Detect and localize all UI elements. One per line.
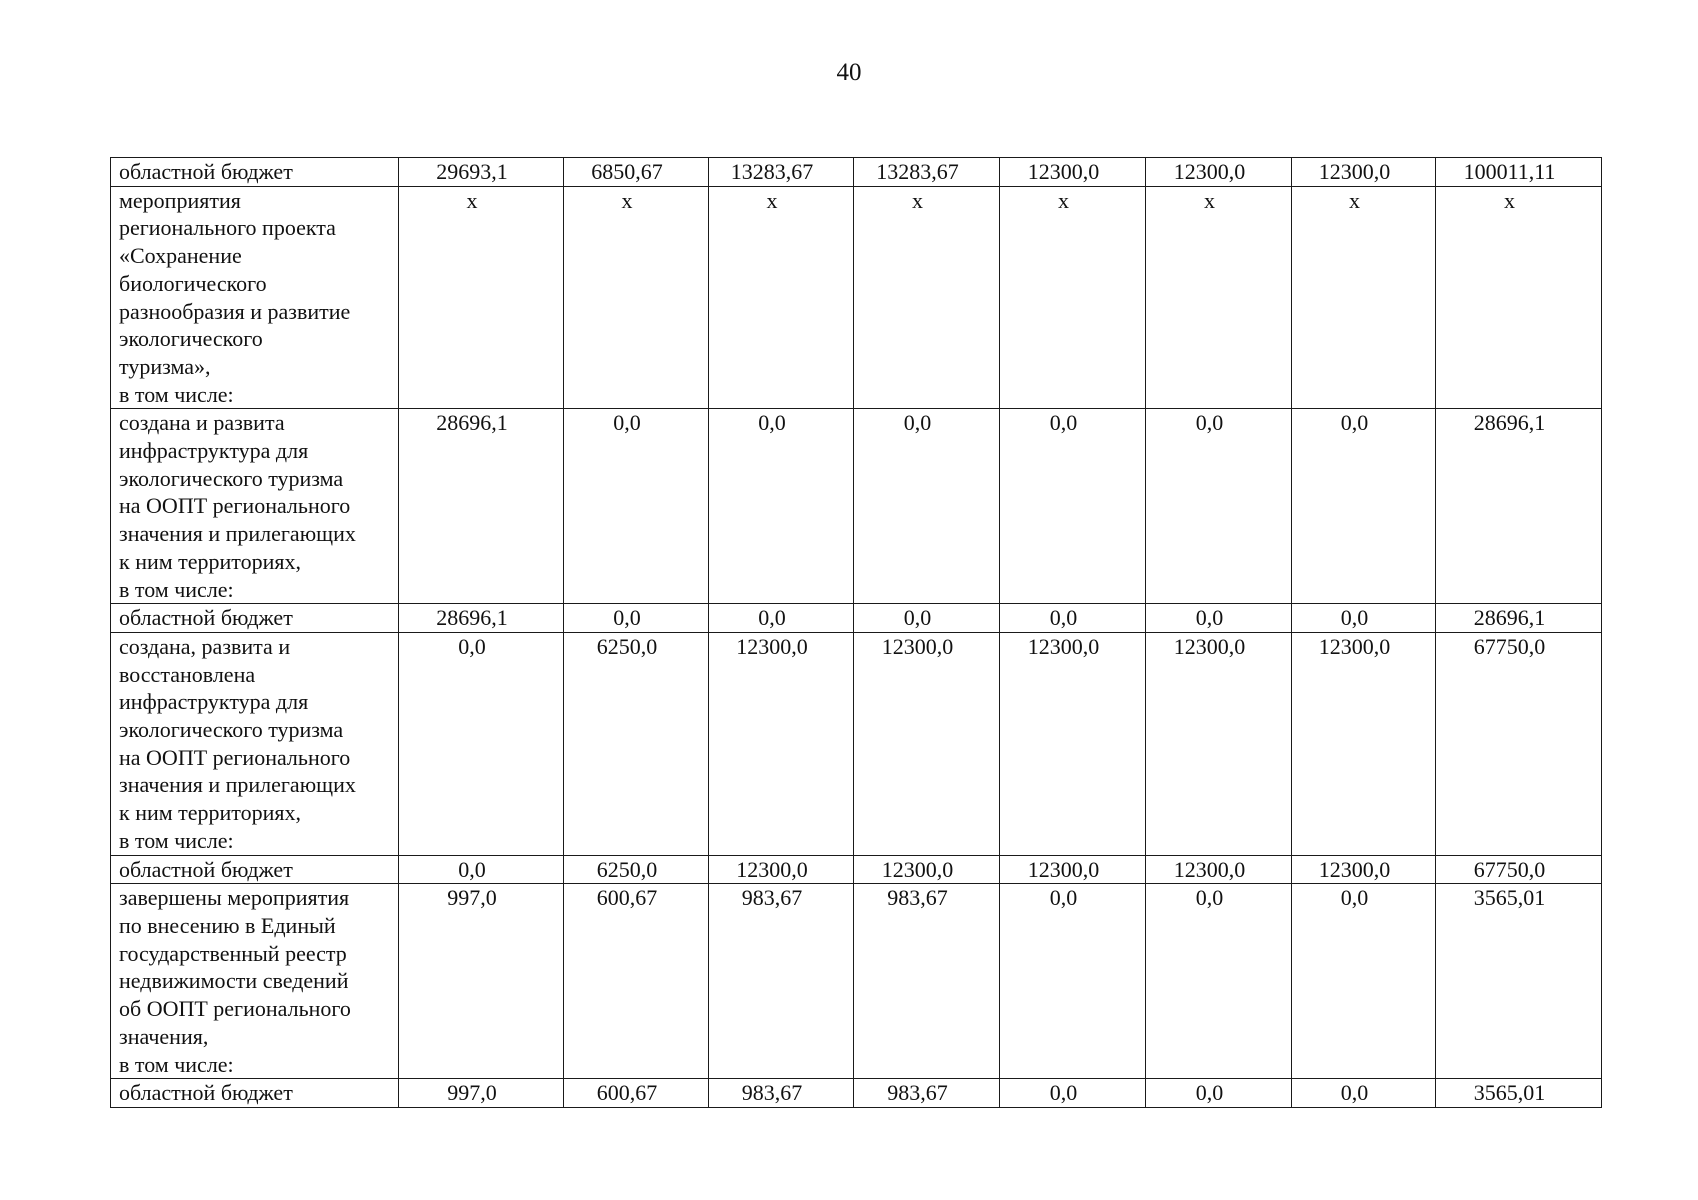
value-cell: 0,0 bbox=[1000, 604, 1146, 633]
value-cell: 0,0 bbox=[1292, 884, 1436, 1079]
value-cell: 983,67 bbox=[709, 1079, 854, 1108]
row-label: областной бюджет bbox=[111, 1079, 399, 1108]
value-cell: 29693,1 bbox=[399, 158, 564, 187]
value-cell: 997,0 bbox=[399, 884, 564, 1079]
value-cell: 0,0 bbox=[854, 604, 1000, 633]
value-cell: 12300,0 bbox=[1000, 855, 1146, 884]
value-cell: 983,67 bbox=[709, 884, 854, 1079]
value-cell: 0,0 bbox=[1000, 1079, 1146, 1108]
table-row bbox=[111, 1079, 1602, 1108]
table-row bbox=[111, 855, 1602, 884]
value-cell: x bbox=[564, 186, 709, 409]
value-cell: 13283,67 bbox=[854, 158, 1000, 187]
value-cell: 0,0 bbox=[399, 855, 564, 884]
value-cell: 12300,0 bbox=[1146, 632, 1292, 855]
value-cell: 12300,0 bbox=[1292, 855, 1436, 884]
value-cell: 12300,0 bbox=[1292, 632, 1436, 855]
value-cell: 0,0 bbox=[1292, 604, 1436, 633]
value-cell: 0,0 bbox=[1292, 1079, 1436, 1108]
value-cell: 600,67 bbox=[564, 884, 709, 1079]
total-cell: 3565,01 bbox=[1436, 884, 1602, 1079]
value-cell: 28696,1 bbox=[399, 604, 564, 633]
value-cell: 600,67 bbox=[564, 1079, 709, 1108]
value-cell: 0,0 bbox=[1146, 884, 1292, 1079]
value-cell: x bbox=[1292, 186, 1436, 409]
value-cell: x bbox=[709, 186, 854, 409]
total-cell: 3565,01 bbox=[1436, 1079, 1602, 1108]
value-cell: 0,0 bbox=[1146, 409, 1292, 604]
value-cell: x bbox=[399, 186, 564, 409]
value-cell: 0,0 bbox=[1292, 409, 1436, 604]
total-cell: 28696,1 bbox=[1436, 604, 1602, 633]
page-number: 40 bbox=[836, 59, 862, 86]
total-cell: x bbox=[1436, 186, 1602, 409]
value-cell: 0,0 bbox=[1146, 604, 1292, 633]
value-cell: 0,0 bbox=[709, 409, 854, 604]
table-row bbox=[111, 632, 1602, 855]
value-cell: 13283,67 bbox=[709, 158, 854, 187]
value-cell: x bbox=[1000, 186, 1146, 409]
row-label: областной бюджет bbox=[111, 158, 399, 187]
value-cell: 0,0 bbox=[399, 632, 564, 855]
table-row bbox=[111, 409, 1602, 604]
value-cell: 0,0 bbox=[1146, 1079, 1292, 1108]
total-cell: 67750,0 bbox=[1436, 855, 1602, 884]
value-cell: 12300,0 bbox=[1000, 632, 1146, 855]
row-label: создана, развита и восстановлена инфраструктура для экологического туризма на ООПТ регионального значения и прилегающих к ним территориях, в том числе: bbox=[111, 632, 399, 855]
table-row bbox=[111, 884, 1602, 1079]
total-cell: 28696,1 bbox=[1436, 409, 1602, 604]
total-cell: 67750,0 bbox=[1436, 632, 1602, 855]
row-label: завершены мероприятия по внесению в Единый государственный реестр недвижимости сведений об ООПТ регионального значения, в том числе: bbox=[111, 884, 399, 1079]
value-cell: 0,0 bbox=[1000, 409, 1146, 604]
value-cell: 12300,0 bbox=[1146, 158, 1292, 187]
value-cell: 997,0 bbox=[399, 1079, 564, 1108]
value-cell: 6850,67 bbox=[564, 158, 709, 187]
value-cell: 983,67 bbox=[854, 1079, 1000, 1108]
value-cell: 6250,0 bbox=[564, 632, 709, 855]
value-cell: 0,0 bbox=[1000, 884, 1146, 1079]
value-cell: 12300,0 bbox=[1292, 158, 1436, 187]
table-row bbox=[111, 158, 1602, 187]
total-cell: 100011,11 bbox=[1436, 158, 1602, 187]
row-label: создана и развита инфраструктура для экологического туризма на ООПТ регионального значения и прилегающих к ним территориях, в том числе: bbox=[111, 409, 399, 604]
value-cell: 0,0 bbox=[854, 409, 1000, 604]
row-label: областной бюджет bbox=[111, 855, 399, 884]
value-cell: x bbox=[854, 186, 1000, 409]
table-row bbox=[111, 604, 1602, 633]
value-cell: 0,0 bbox=[564, 604, 709, 633]
value-cell: x bbox=[1146, 186, 1292, 409]
table-body bbox=[111, 158, 1602, 1108]
value-cell: 12300,0 bbox=[854, 855, 1000, 884]
value-cell: 983,67 bbox=[854, 884, 1000, 1079]
value-cell: 28696,1 bbox=[399, 409, 564, 604]
table-row bbox=[111, 186, 1602, 409]
budget-table bbox=[110, 157, 1602, 1108]
value-cell: 0,0 bbox=[709, 604, 854, 633]
value-cell: 12300,0 bbox=[709, 632, 854, 855]
value-cell: 12300,0 bbox=[854, 632, 1000, 855]
value-cell: 12300,0 bbox=[1146, 855, 1292, 884]
row-label: областной бюджет bbox=[111, 604, 399, 633]
value-cell: 12300,0 bbox=[709, 855, 854, 884]
value-cell: 0,0 bbox=[564, 409, 709, 604]
row-label: мероприятия регионального проекта «Сохранение биологического разнообразия и развитие экологического туризма», в том числе: bbox=[111, 186, 399, 409]
value-cell: 6250,0 bbox=[564, 855, 709, 884]
value-cell: 12300,0 bbox=[1000, 158, 1146, 187]
